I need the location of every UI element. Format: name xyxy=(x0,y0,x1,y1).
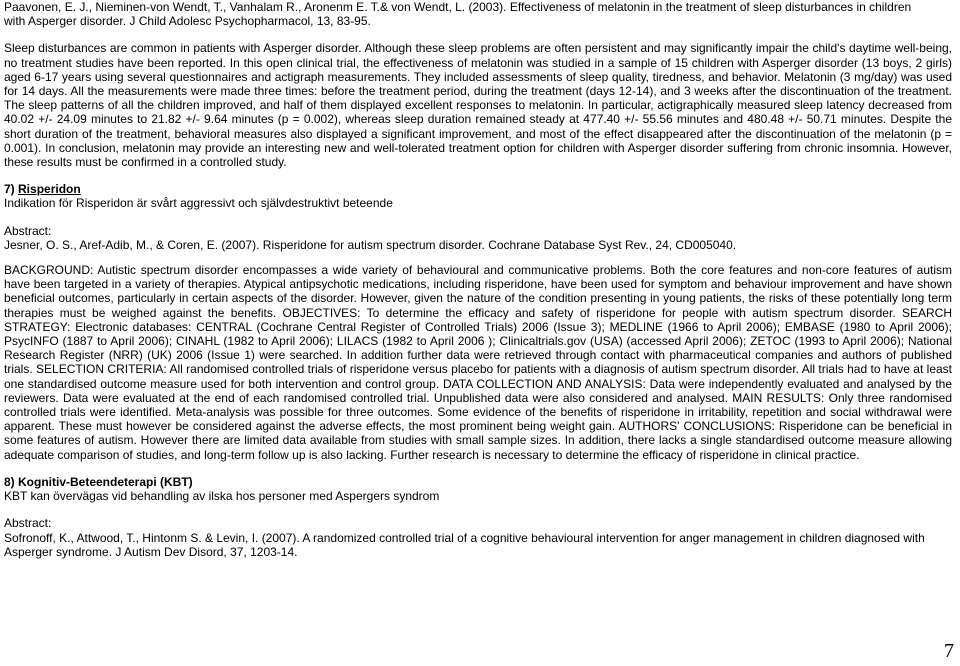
document-page xyxy=(4,0,952,559)
section-7-title: Risperidon xyxy=(18,182,81,197)
top-citation xyxy=(4,0,952,28)
section-8-kbt xyxy=(4,475,952,559)
section-7-heading xyxy=(4,182,952,196)
section-7-risperidon xyxy=(4,182,952,462)
top-citation-line-2: with Asperger disorder. J Child Adolesc Psychopharmacol, 13, 83-95. xyxy=(4,14,371,29)
top-citation-line-1: Paavonen, E. J., Nieminen-von Wendt, T., Vanhalam R., Aronenm E. T.& von Wendt, L. (2003). Effectiveness of melatonin in the treatment of sleep disturbances in children xyxy=(4,0,912,14)
section-7-citation: Jesner, O. S., Aref-Adib, M., & Coren, E. (2007). Risperidone for autism spectrum disorder. Cochrane Database Syst Rev., 24, CD005040. xyxy=(4,237,737,252)
section-8-abstract-label: Abstract: xyxy=(4,516,52,531)
section-7-abstract-text: BACKGROUND: Autistic spectrum disorder encompasses a wide variety of behavioural and communicative problems. Both the core features and non-core features of autism have been targeted in a variety of therapies. Atypical antipsychotic medications, including risperidone, have been used for symptom and behaviour improvement and have shown beneficial outcomes, particularly in certain aspects of the disorder. However, given the nature of the condition presenting in young patients, the risks of these potentially long term therapies must be weighed against the benefits. OBJECTIVES: To determine the efficacy and safety of risperidone for people with autism spectrum disorder. SEARCH STRATEGY: Electronic databases: CENTRAL (Cochrane Central Register of Controlled Trials) 2006 (Issue 3); MEDLINE (1966 to April 2006); EMBASE (1980 to April 2006); PsycINFO (1887 to April 2006); CINAHL (1982 to April 2006); LILACS (1982 to April 2006 ); Clinicaltrials.gov (USA) (accessed April 2006); ZETOC (1993 to April 2006); National Research Register (NRR) (UK) 2006 (Issue 1) were searched. In addition further data were retrieved through contact with pharmaceutical companies and authors of published trials. SELECTION CRITERIA: All randomised controlled trials of risperidone versus placebo for patients with a diagnosis of autism spectrum disorder. All trials had to have at least one standardised outcome measure used for both intervention and control group. DATA COLLECTION AND ANALYSIS: Data were independently evaluated and analysed by the reviewers. Data were evaluated at the end of each randomised controlled trial. Unpublished data were also considered and analysed. MAIN RESULTS: Only three randomised controlled trials were identified. Meta-analysis was possible for three outcomes. Some evidence of the benefits of risperidone in irritability, repetition and social withdrawal were apparent. These must however be considered against the adverse effects, the most prominent being weight gain. AUTHORS' CONCLUSIONS: Risperidone can be beneficial in some features of autism. However there are limited data available from studies with small sample sizes. In addition, there lacks a single standardised outcome measure allowing adequate comparison of studies, and long-term follow up is also lacking. Further research is necessary to determine the efficacy of risperidone in clinical practice. xyxy=(4,263,952,462)
section-7-indication: Indikation för Risperidon är svårt aggressivt och självdestruktivt beteende xyxy=(4,196,393,211)
section-8-title: 8) Kognitiv-Beteendeterapi (KBT) xyxy=(4,474,193,489)
section-7-number: 7) xyxy=(4,182,15,197)
melatonin-abstract: Sleep disturbances are common in patients with Asperger disorder. Although these sleep problems are often persistent and may significantly impair the child's daytime well-being, no treatment studies have been reported. In this open clinical trial, the effectiveness of melatonin was studied in a sample of 15 children with Asperger disorder (13 boys, 2 girls) aged 6-17 years using several questionnaires and actigraph measurements. They included assessments of sleep quality, tiredness, and behavior. Melatonin (3 mg/day) was used for 14 days. All the measurements were made three times: before the treatment period, during the treatment (days 12-14), and 3 weeks after the discontinuation of the treatment. The sleep patterns of all the children improved, and half of them displayed excellent responses to melatonin. In particular, actigraphically measured sleep latency decreased from 40.02 +/- 24.09 minutes to 21.82 +/- 9.64 minutes (p = 0.002), whereas sleep duration remained steady at 477.40 +/- 55.56 minutes and 480.48 +/- 50.71 minutes. Despite the short duration of the treatment, behavioral measures also displayed a significant improvement, and most of the effect disappeared after the discontinuation of the melatonin (p = 0.001). In conclusion, melatonin may provide an interesting new and well-tolerated treatment option for children with Asperger disorder suffering from chronic insomnia. However, these results must be confirmed in a controlled study. xyxy=(4,41,952,170)
section-8-citation: Sofronoff, K., Attwood, T., Hintonm S. & Levin, I. (2007). A randomized controlled trial of a cognitive behavioural intervention for anger management in children diagnosed with Asperger syndrome. J Autism Dev Disord, 37, 1203-14. xyxy=(4,530,925,559)
section-8-indication: KBT kan övervägas vid behandling av ilska hos personer med Aspergers syndrom xyxy=(4,489,440,504)
page-number: 7 xyxy=(944,639,954,662)
section-7-abstract-label: Abstract: xyxy=(4,223,52,238)
